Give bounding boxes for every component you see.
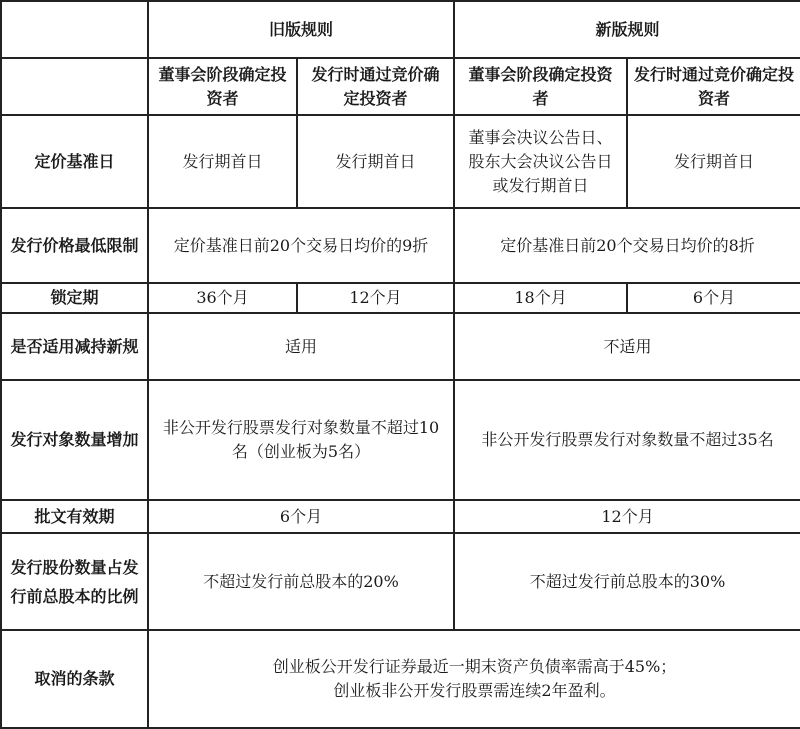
table-row bbox=[1, 533, 800, 630]
row-label-reduction-rule: 是否适用减持新规 bbox=[1, 313, 148, 380]
cell-new: 不超过发行前总股本的30% bbox=[454, 533, 800, 630]
corner-cell bbox=[1, 1, 148, 58]
cell-old-bid: 12个月 bbox=[297, 283, 454, 313]
cell-new: 定价基准日前20个交易日均价的8折 bbox=[454, 208, 800, 283]
row-label-issuance-targets: 发行对象数量增加 bbox=[1, 380, 148, 500]
old-bidding-header: 发行时通过竞价确定投资者 bbox=[297, 58, 454, 115]
cell-new-board: 董事会决议公告日、股东大会决议公告日或发行期首日 bbox=[454, 115, 627, 208]
old-rules-header: 旧版规则 bbox=[148, 1, 454, 58]
row-label-pricing-base-date: 定价基准日 bbox=[1, 115, 148, 208]
row-label-share-ratio: 发行股份数量占发行前总股本的比例 bbox=[1, 533, 148, 630]
cell-new-bid: 发行期首日 bbox=[627, 115, 800, 208]
cell-new: 不适用 bbox=[454, 313, 800, 380]
table-row bbox=[1, 380, 800, 500]
subheader-row bbox=[1, 58, 800, 115]
table-row bbox=[1, 208, 800, 283]
cell-new-board: 18个月 bbox=[454, 283, 627, 313]
cancelled-clause-line-2: 创业板非公开发行股票需连续2年盈利。 bbox=[333, 681, 616, 700]
new-rules-header: 新版规则 bbox=[454, 1, 800, 58]
cell-old: 适用 bbox=[148, 313, 454, 380]
cell-new-bid: 6个月 bbox=[627, 283, 800, 313]
cell-old-board: 发行期首日 bbox=[148, 115, 297, 208]
row-label-cancelled-clauses: 取消的条款 bbox=[1, 630, 148, 728]
cell-old-board: 36个月 bbox=[148, 283, 297, 313]
new-bidding-header: 发行时通过竞价确定投资者 bbox=[627, 58, 800, 115]
row-label-lockup: 锁定期 bbox=[1, 283, 148, 313]
table-row bbox=[1, 313, 800, 380]
cell-old: 6个月 bbox=[148, 500, 454, 533]
row-label-min-price: 发行价格最低限制 bbox=[1, 208, 148, 283]
cell-old-bid: 发行期首日 bbox=[297, 115, 454, 208]
table-row bbox=[1, 115, 800, 208]
row-label-approval-validity: 批文有效期 bbox=[1, 500, 148, 533]
cell-old: 定价基准日前20个交易日均价的9折 bbox=[148, 208, 454, 283]
cell-new: 非公开发行股票发行对象数量不超过35名 bbox=[454, 380, 800, 500]
cell-old: 不超过发行前总股本的20% bbox=[148, 533, 454, 630]
old-board-stage-header: 董事会阶段确定投资者 bbox=[148, 58, 297, 115]
cell-cancelled bbox=[148, 630, 800, 728]
table-header-row bbox=[1, 1, 800, 58]
table-row bbox=[1, 630, 800, 728]
table-row bbox=[1, 283, 800, 313]
cancelled-clause-line-1: 创业板公开发行证券最近一期末资产负债率需高于45%； bbox=[272, 657, 677, 676]
cell-old: 非公开发行股票发行对象数量不超过10名（创业板为5名） bbox=[148, 380, 454, 500]
table-row bbox=[1, 500, 800, 533]
new-board-stage-header: 董事会阶段确定投资者 bbox=[454, 58, 627, 115]
cell-new: 12个月 bbox=[454, 500, 800, 533]
subheader-corner-cell bbox=[1, 58, 148, 115]
